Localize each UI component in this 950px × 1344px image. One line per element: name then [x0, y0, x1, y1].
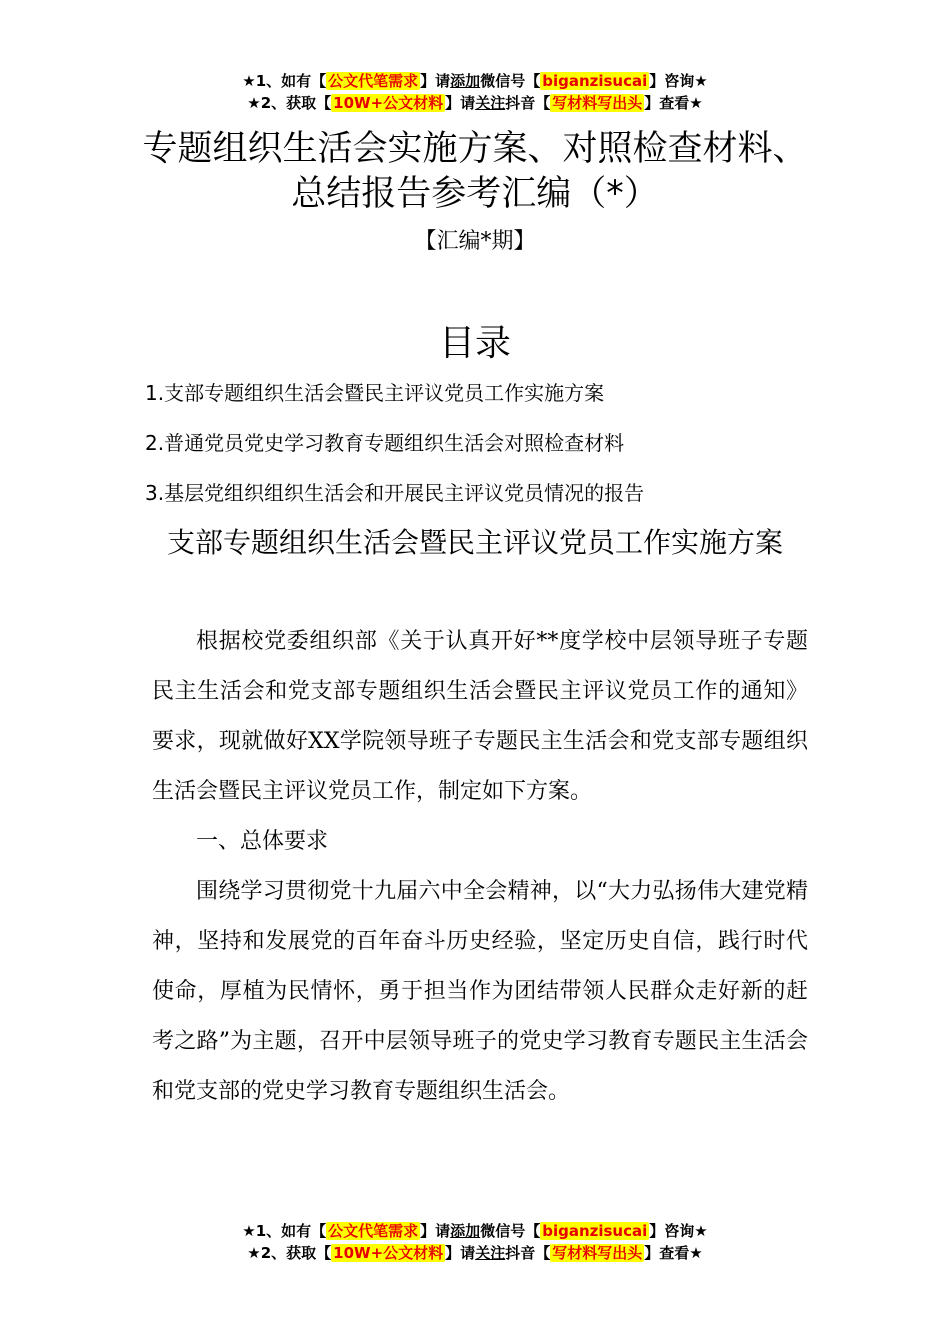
- banner-emphasis: 关注: [475, 94, 506, 112]
- star-icon: ★: [242, 1222, 256, 1240]
- banner-emphasis: 添加: [450, 72, 481, 90]
- banner-emphasis: 添加: [450, 1222, 481, 1240]
- toc-item[interactable]: 1.支部专题组织生活会暨民主评议党员工作实施方案: [145, 381, 605, 405]
- toc-item[interactable]: 3.基层党组织组织生活会和开展民主评议党员情况的报告: [145, 481, 645, 505]
- banner-text: 1、如有【: [255, 1222, 327, 1240]
- banner-text: 】请: [420, 72, 451, 90]
- document-subtitle: 【汇编*期】: [414, 229, 536, 254]
- section-body: [152, 617, 808, 1117]
- banner-text: 抖音【: [505, 1244, 551, 1262]
- banner-text: 2、获取【: [260, 94, 332, 112]
- star-icon: ★: [694, 1222, 708, 1240]
- banner-text: 微信号【: [480, 1222, 541, 1240]
- banner-text: 】咨询: [649, 72, 695, 90]
- banner-line-1: [0, 70, 950, 92]
- banner-text: 】查看: [644, 1244, 690, 1262]
- toc-item[interactable]: 2.普通党员党史学习教育专题组织生活会对照检查材料: [145, 431, 625, 455]
- highlight-service: 公文代笔需求: [328, 72, 419, 90]
- star-icon: ★: [242, 72, 256, 90]
- banner-text: 微信号【: [480, 72, 541, 90]
- banner-text: 2、获取【: [260, 1244, 332, 1262]
- highlight-douyin-id: 写材料写出头: [552, 94, 643, 112]
- banner-text: 】请: [445, 94, 476, 112]
- highlight-douyin-id: 写材料写出头: [552, 1244, 643, 1262]
- banner-text: 】咨询: [649, 1222, 695, 1240]
- body-heading: 一、总体要求: [196, 829, 329, 854]
- star-icon: ★: [694, 72, 708, 90]
- body-paragraph: 围绕学习贯彻党十九届六中全会精神，以“大力弘扬伟大建党精神，坚持和发展党的百年奋斗历史经验，坚定历史自信，践行时代使命，厚植为民情怀，勇于担当作为团结带领人民群众走好新的赶考之路”为主题，召开中层领导班子的党史学习教育专题民主生活会和党支部的党史学习教育专题组织生活会。: [152, 879, 808, 1104]
- highlight-materials: 10W+公文材料: [333, 1244, 444, 1262]
- highlight-service: 公文代笔需求: [328, 1222, 419, 1240]
- star-icon: ★: [689, 1244, 703, 1262]
- star-icon: ★: [247, 1244, 261, 1262]
- banner-text: 】请: [420, 1222, 451, 1240]
- section-title: 支部专题组织生活会暨民主评议党员工作实施方案: [166, 526, 783, 559]
- banner-text: 】查看: [644, 94, 690, 112]
- star-icon: ★: [247, 94, 261, 112]
- highlight-wechat-id: biganzisucai: [542, 72, 648, 90]
- highlight-materials: 10W+公文材料: [333, 94, 444, 112]
- banner-line-1: [0, 1220, 950, 1242]
- body-paragraph: 根据校党委组织部《关于认真开好**度学校中层领导班子专题民主生活会和党支部专题组织生活会暨民主评议党员工作的通知》要求，现就做好XX学院领导班子专题民主生活会和党支部专题组织生活会暨民主评议党员工作，制定如下方案。: [152, 629, 808, 804]
- banner-line-2: [0, 1242, 950, 1264]
- banner-text: 1、如有【: [255, 72, 327, 90]
- document-title-line-2: 总结报告参考汇编（*）: [291, 174, 659, 214]
- banner-emphasis: 关注: [475, 1244, 506, 1262]
- banner-line-2: [0, 92, 950, 114]
- toc-heading: 目录: [438, 323, 511, 364]
- footer-banner: [0, 1220, 950, 1264]
- highlight-wechat-id: biganzisucai: [542, 1222, 648, 1240]
- star-icon: ★: [689, 94, 703, 112]
- banner-text: 】请: [445, 1244, 476, 1262]
- banner-text: 抖音【: [505, 94, 551, 112]
- header-banner: [0, 70, 950, 114]
- document-title-line-1: 专题组织生活会实施方案、对照检查材料、: [142, 129, 808, 169]
